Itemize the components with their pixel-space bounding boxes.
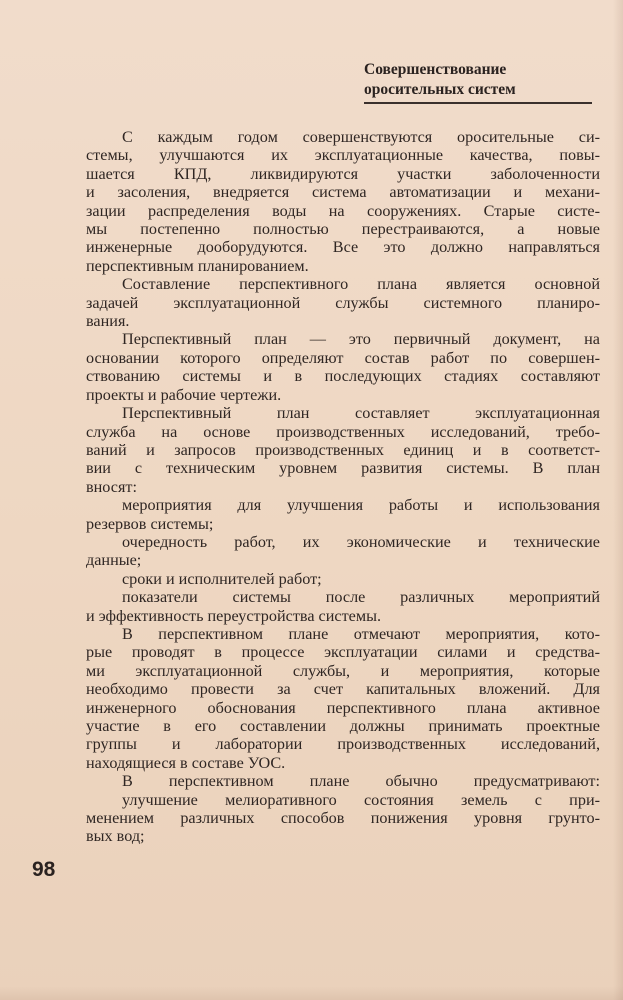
text-line: находящиеся в составе УОС. — [86, 753, 286, 772]
text-line: рые проводят в процессе эксплуатации силами и средства- — [86, 643, 600, 662]
text-line: проекты и рабочие чертежи. — [86, 385, 282, 404]
text-line: служба на основе производственных исследований, требо- — [86, 422, 600, 441]
text-line: данные; — [86, 551, 142, 570]
list-item: мероприятия для улучшения работы и использования — [122, 496, 600, 515]
text-line: резервов системы; — [86, 514, 214, 533]
text-line: участие в его составлении должны принимать проектные — [86, 717, 600, 735]
list-item: улучшение мелиоративного состояния земель с при- — [122, 790, 600, 809]
list-item: очередность работ, их экономические и технические — [122, 532, 600, 551]
page-number: 98 — [32, 858, 56, 881]
text-line: мы постепенно полностью перестраиваются, а новые — [86, 220, 600, 239]
text-line: вых вод; — [86, 827, 145, 846]
text-line: С каждым годом совершенствуются оросительные си- — [122, 128, 600, 146]
text-line: менением различных способов понижения уровня грунто- — [86, 809, 600, 828]
text-line: Составление перспективного плана является основной — [122, 275, 600, 294]
text-line: шается КПД, ликвидируются участки заболоченности — [86, 164, 600, 183]
text-line: вносят: — [86, 477, 138, 496]
page-bottom-shadow — [0, 986, 623, 1000]
text-line: Перспективный план составляет эксплуатационная — [122, 404, 600, 423]
text-line: основании которого определяют состав работ по совершен- — [86, 348, 600, 367]
text-line: вии с техническим уровнем развития системы. В план — [86, 459, 600, 478]
text-line: ствованию системы и в последующих стадиях составляют — [86, 367, 600, 386]
body-text — [86, 128, 600, 846]
text-line: перспективным планированием. — [86, 256, 309, 275]
text-line: стемы, улучшаются их эксплуатационные качества, повы- — [86, 146, 600, 165]
text-line: инженерного обоснования перспективного плана активное — [86, 698, 600, 717]
running-head — [364, 60, 592, 104]
text-line: Перспективный план — это первичный документ, на — [122, 330, 600, 349]
text-line: вания. — [86, 312, 130, 331]
running-head-line-2: оросительных систем — [364, 81, 516, 98]
text-line: и эффективность переустройства системы. — [86, 606, 382, 625]
text-line: ваний и запросов производственных единиц и в соответст- — [86, 440, 600, 459]
text-line: необходимо провести за счет капитальных вложений. Для — [86, 680, 600, 699]
text-line: зации распределения воды на сооружениях. Старые систе- — [86, 201, 600, 220]
text-line: В перспективном плане обычно предусматривают: — [122, 772, 600, 791]
text-line: ми эксплуатационной службы, и мероприятия, которые — [86, 661, 600, 680]
list-item: показатели системы после различных мероприятий — [122, 588, 600, 607]
text-line: и засоления, внедряется система автоматизации и механи- — [86, 183, 600, 202]
page-edge-shadow — [613, 0, 623, 1000]
text-line: задачей эксплуатационной службы системного планиро- — [86, 293, 600, 312]
text-line: В перспективном плане отмечают мероприятия, кото- — [122, 624, 600, 643]
running-head-line-1: Совершенствование — [364, 61, 507, 78]
text-line: группы и лаборатории производственных исследований, — [86, 735, 600, 754]
list-item: сроки и исполнителей работ; — [122, 569, 322, 588]
text-line: инженерные дооборудуются. Все это должно направляться — [86, 238, 600, 257]
